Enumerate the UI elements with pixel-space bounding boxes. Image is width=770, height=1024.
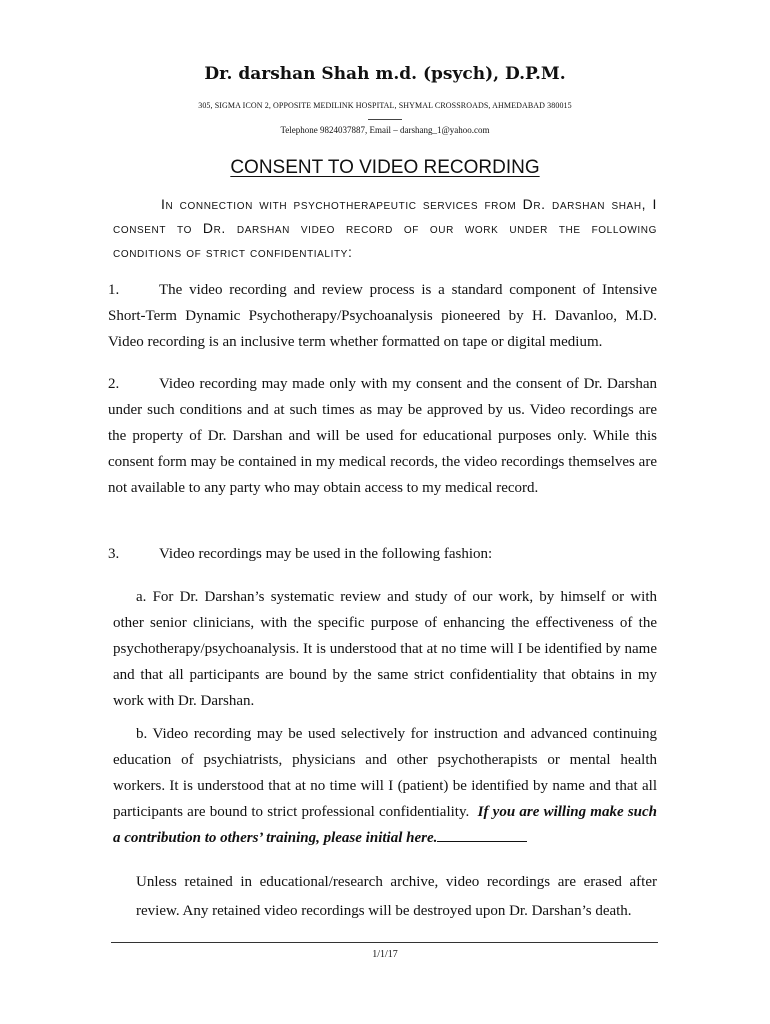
- intro-paragraph: In connection with psychotherapeutic services from Dr. darshan shah, I consent to Dr. darshan video record of our work under the following conditions of strict confidentiality:: [113, 196, 657, 260]
- paragraph-text: The video recording and review process is a standard component of Intensive Short-Term Dynamic Psychotherapy/Psychoanalysis pioneered by H. Davanloo, M.D. Video recording is an inclusive term whether formatted on tape or digital medium.: [108, 282, 657, 350]
- sub-item-a: a. For Dr. Darshan’s systematic review and study of our work, by himself or with other senior clinicians, with the specific purpose of enhancing the effectiveness of the psychotherapy/psychoanalysis. It is understood that at no time will I be identified by name and that all participants are bound by the same strict confidentiality that obtains in my work with Dr. Darshan.: [113, 589, 657, 709]
- document-title: CONSENT TO VIDEO RECORDING: [230, 157, 540, 178]
- sub-item-b-text: b. Video recording may be used selectively for instruction and advanced continuing education of psychiatrists, physicians and other psychotherapists or mental health workers. It is understood that at no time will I (patient) be identified by name and that all participants are bound to strict professional confidentiality.: [113, 726, 657, 820]
- closing-paragraph: Unless retained in educational/research archive, video recordings are erased after review. Any retained video recordings will be destroyed upon Dr. Darshan’s death.: [136, 874, 657, 919]
- sub-item-b: [113, 721, 657, 851]
- paragraph-number: 1.: [108, 282, 120, 298]
- paragraph-number: 2.: [108, 376, 120, 392]
- condition-paragraph-3: [108, 541, 657, 567]
- header-divider: [368, 119, 402, 120]
- footer-divider: [111, 942, 658, 943]
- page-footer: 1/1/17: [372, 949, 398, 960]
- condition-paragraph-2: [108, 371, 657, 501]
- paragraph-text: Video recording may made only with my consent and the consent of Dr. Darshan under such conditions and at such times as may be approved by us. Video recordings are the property of Dr. Darshan and will be used for educational purposes only. While this consent form may be contained in my medical records, the video recordings themselves are not available to any party who may obtain access to my medical record.: [108, 376, 657, 496]
- initial-instruction: If you are willing make such a contribution to others’ training, please initial here.: [113, 804, 657, 846]
- clinic-address: 305, SIGMA ICON 2, OPPOSITE MEDILINK HOSPITAL, SHYMAL CROSSROADS, AHMEDABAD 380015: [198, 101, 572, 110]
- contact-line: Telephone 9824037887, Email – darshang_1@yahoo.com: [280, 125, 490, 135]
- condition-paragraph-1: [108, 277, 657, 355]
- initial-blank-line[interactable]: [437, 827, 527, 842]
- paragraph-text: Video recordings may be used in the following fashion:: [159, 546, 493, 562]
- paragraph-number: 3.: [108, 546, 120, 562]
- doctor-name-heading: Dr. darshan Shah m.d. (psych), D.P.M.: [204, 64, 566, 84]
